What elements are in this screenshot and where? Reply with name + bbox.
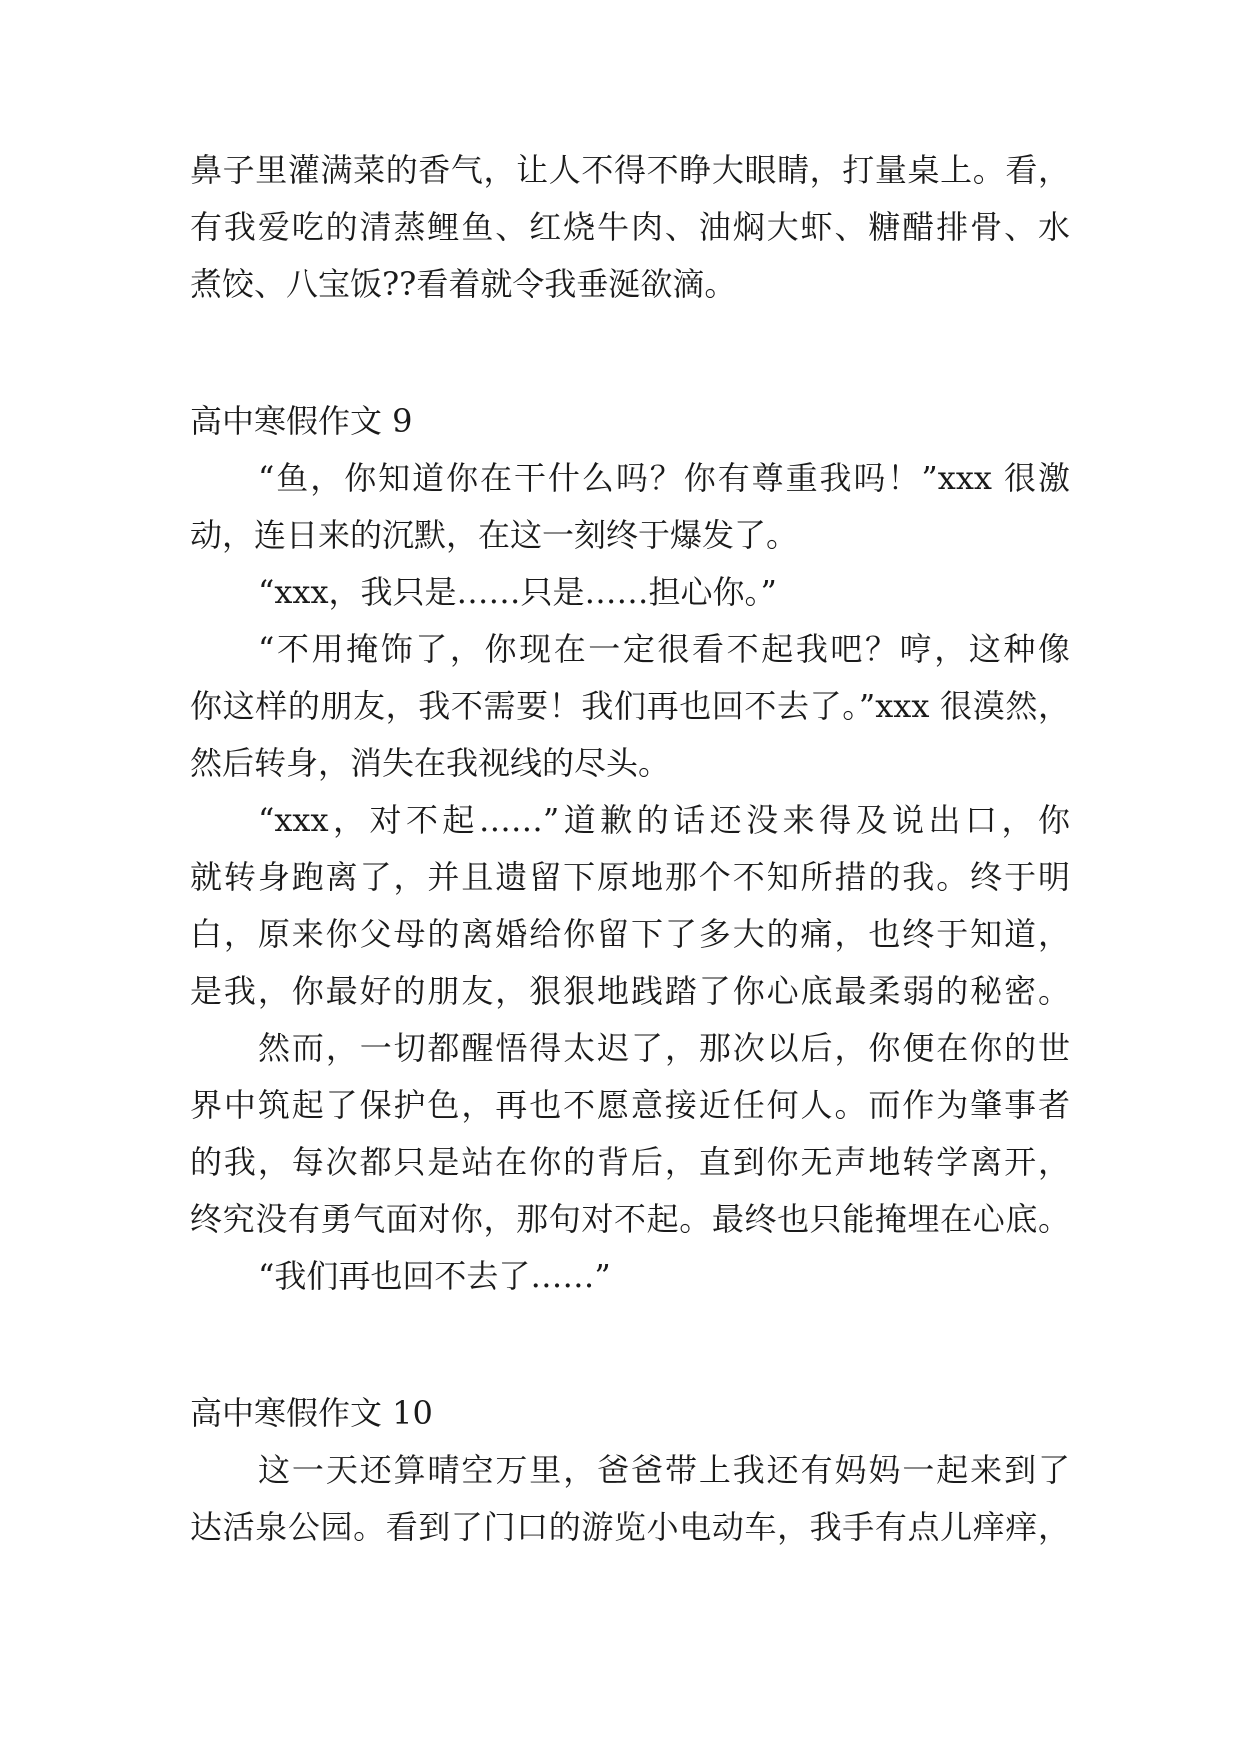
essay-10-heading: 高中寒假作文 10 xyxy=(190,1394,433,1432)
essay-9-line: 你这样的朋友，我不需要！我们再也回不去了。”xxx 很漠然， xyxy=(190,687,1070,725)
essay-9-line: 是我，你最好的朋友，狠狠地践踏了你心底最柔弱的秘密。 xyxy=(190,972,1070,1010)
essay-9-line: 就转身跑离了，并且遗留下原地那个不知所措的我。终于明 xyxy=(190,858,1070,896)
essay-9-line: 界中筑起了保护色，再也不愿意接近任何人。而作为肇事者 xyxy=(190,1086,1070,1124)
essay-9-line: “xxx，我只是……只是……担心你。” xyxy=(258,573,777,611)
essay-9-line: “鱼，你知道你在干什么吗？你有尊重我吗！”xxx 很激 xyxy=(258,459,1070,497)
essay-9-line: 的我，每次都只是站在你的背后，直到你无声地转学离开， xyxy=(190,1143,1070,1181)
essay-9-line: 然后转身，消失在我视线的尽头。 xyxy=(190,744,671,782)
intro-line: 有我爱吃的清蒸鲤鱼、红烧牛肉、油焖大虾、糖醋排骨、水 xyxy=(190,208,1070,246)
essay-9-line: “我们再也回不去了……” xyxy=(258,1257,611,1295)
intro-line: 煮饺、八宝饭??看着就令我垂涎欲滴。 xyxy=(190,265,737,303)
intro-line: 鼻子里灌满菜的香气，让人不得不睁大眼睛，打量桌上。看， xyxy=(190,151,1070,189)
essay-9-line: “不用掩饰了，你现在一定很看不起我吧？哼，这种像 xyxy=(258,630,1070,668)
essay-9-line: 白，原来你父母的离婚给你留下了多大的痛，也终于知道， xyxy=(190,915,1070,953)
essay-10-line: 这一天还算晴空万里，爸爸带上我还有妈妈一起来到了 xyxy=(258,1451,1070,1489)
essay-9-line: 终究没有勇气面对你，那句对不起。最终也只能掩埋在心底。 xyxy=(190,1200,1070,1238)
essay-9-line: 动，连日来的沉默，在这一刻终于爆发了。 xyxy=(190,516,799,554)
essay-9-line: 然而，一切都醒悟得太迟了，那次以后，你便在你的世 xyxy=(258,1029,1070,1067)
essay-10-line: 达活泉公园。看到了门口的游览小电动车，我手有点儿痒痒， xyxy=(190,1508,1070,1546)
essay-9-heading: 高中寒假作文 9 xyxy=(190,402,413,440)
essay-9-line: “xxx，对不起……”道歉的话还没来得及说出口，你 xyxy=(258,801,1070,839)
